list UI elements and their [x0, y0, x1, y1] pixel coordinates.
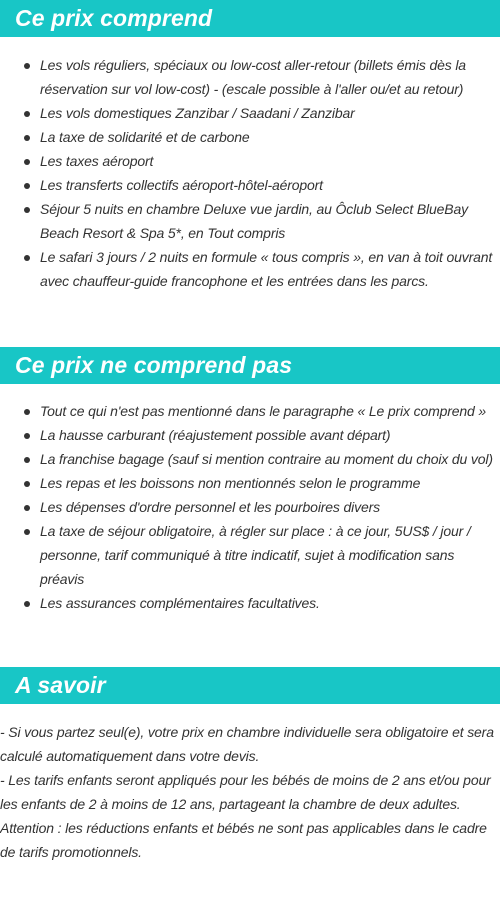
section-title-price-excludes: Ce prix ne comprend pas	[0, 347, 500, 384]
price-excludes-list	[0, 399, 500, 615]
list-item-text: Les dépenses d'ordre personnel et les pourboires divers	[40, 499, 380, 515]
list-item	[24, 149, 500, 173]
section-title-price-includes: Ce prix comprend	[0, 0, 500, 37]
bullet-icon	[24, 63, 30, 69]
list-item	[24, 423, 500, 447]
list-item-text: Les taxes aéroport	[40, 153, 154, 169]
note-paragraph: - Si vous partez seul(e), votre prix en chambre individuelle sera obligatoire et sera calculé automatiquement dans votre devis.	[0, 724, 494, 764]
bullet-icon	[24, 183, 30, 189]
bullet-icon	[24, 255, 30, 261]
bullet-icon	[24, 135, 30, 141]
note-paragraph: Attention : les réductions enfants et bébés ne sont pas applicables dans le cadre de tarifs promotionnels.	[0, 820, 487, 860]
bullet-icon	[24, 433, 30, 439]
list-item	[24, 173, 500, 197]
list-item	[24, 53, 500, 101]
list-item	[24, 245, 500, 293]
section-title-good-to-know: A savoir	[0, 667, 500, 704]
list-item-text: Les vols réguliers, spéciaux ou low-cost aller-retour (billets émis dès la réservation sur vol low-cost) - (escale possible à l'aller ou/et au retour)	[40, 57, 466, 97]
list-item-text: Les transferts collectifs aéroport-hôtel-aéroport	[40, 177, 323, 193]
list-item	[24, 101, 500, 125]
list-item-text: La hausse carburant (réajustement possible avant départ)	[40, 427, 391, 443]
list-item-text: Séjour 5 nuits en chambre Deluxe vue jardin, au Ôclub Select BlueBay Beach Resort & Spa 5*, en Tout compris	[40, 201, 468, 241]
bullet-icon	[24, 457, 30, 463]
bullet-icon	[24, 601, 30, 607]
bullet-icon	[24, 207, 30, 213]
list-item-text: Les repas et les boissons non mentionnés selon le programme	[40, 475, 421, 491]
bullet-icon	[24, 529, 30, 535]
list-item-text: Le safari 3 jours / 2 nuits en formule « tous compris », en van à toit ouvrant avec chauffeur-guide francophone et les entrées dans les parcs.	[40, 249, 493, 289]
bullet-icon	[24, 111, 30, 117]
list-item-text: Les assurances complémentaires facultatives.	[40, 595, 320, 611]
list-item	[24, 399, 500, 423]
list-item-text: Tout ce qui n'est pas mentionné dans le paragraphe « Le prix comprend »	[40, 403, 487, 419]
good-to-know-notes	[0, 720, 500, 864]
note-paragraph: - Les tarifs enfants seront appliqués pour les bébés de moins de 2 ans et/ou pour les enfants de 2 à moins de 12 ans, partageant la chambre de deux adultes.	[0, 772, 491, 812]
list-item	[24, 591, 500, 615]
list-item-text: La taxe de séjour obligatoire, à régler sur place : à ce jour, 5US$ / jour / personne, tarif communiqué à titre indicatif, sujet à modification sans préavis	[40, 523, 471, 587]
list-item	[24, 471, 500, 495]
bullet-icon	[24, 505, 30, 511]
bullet-icon	[24, 159, 30, 165]
list-item	[24, 197, 500, 245]
list-item	[24, 125, 500, 149]
list-item	[24, 519, 500, 591]
bullet-icon	[24, 409, 30, 415]
list-item-text: La franchise bagage (sauf si mention contraire au moment du choix du vol)	[40, 451, 493, 467]
list-item-text: Les vols domestiques Zanzibar / Saadani / Zanzibar	[40, 105, 355, 121]
price-includes-list	[0, 53, 500, 293]
list-item	[24, 447, 500, 471]
list-item-text: La taxe de solidarité et de carbone	[40, 129, 250, 145]
bullet-icon	[24, 481, 30, 487]
list-item	[24, 495, 500, 519]
